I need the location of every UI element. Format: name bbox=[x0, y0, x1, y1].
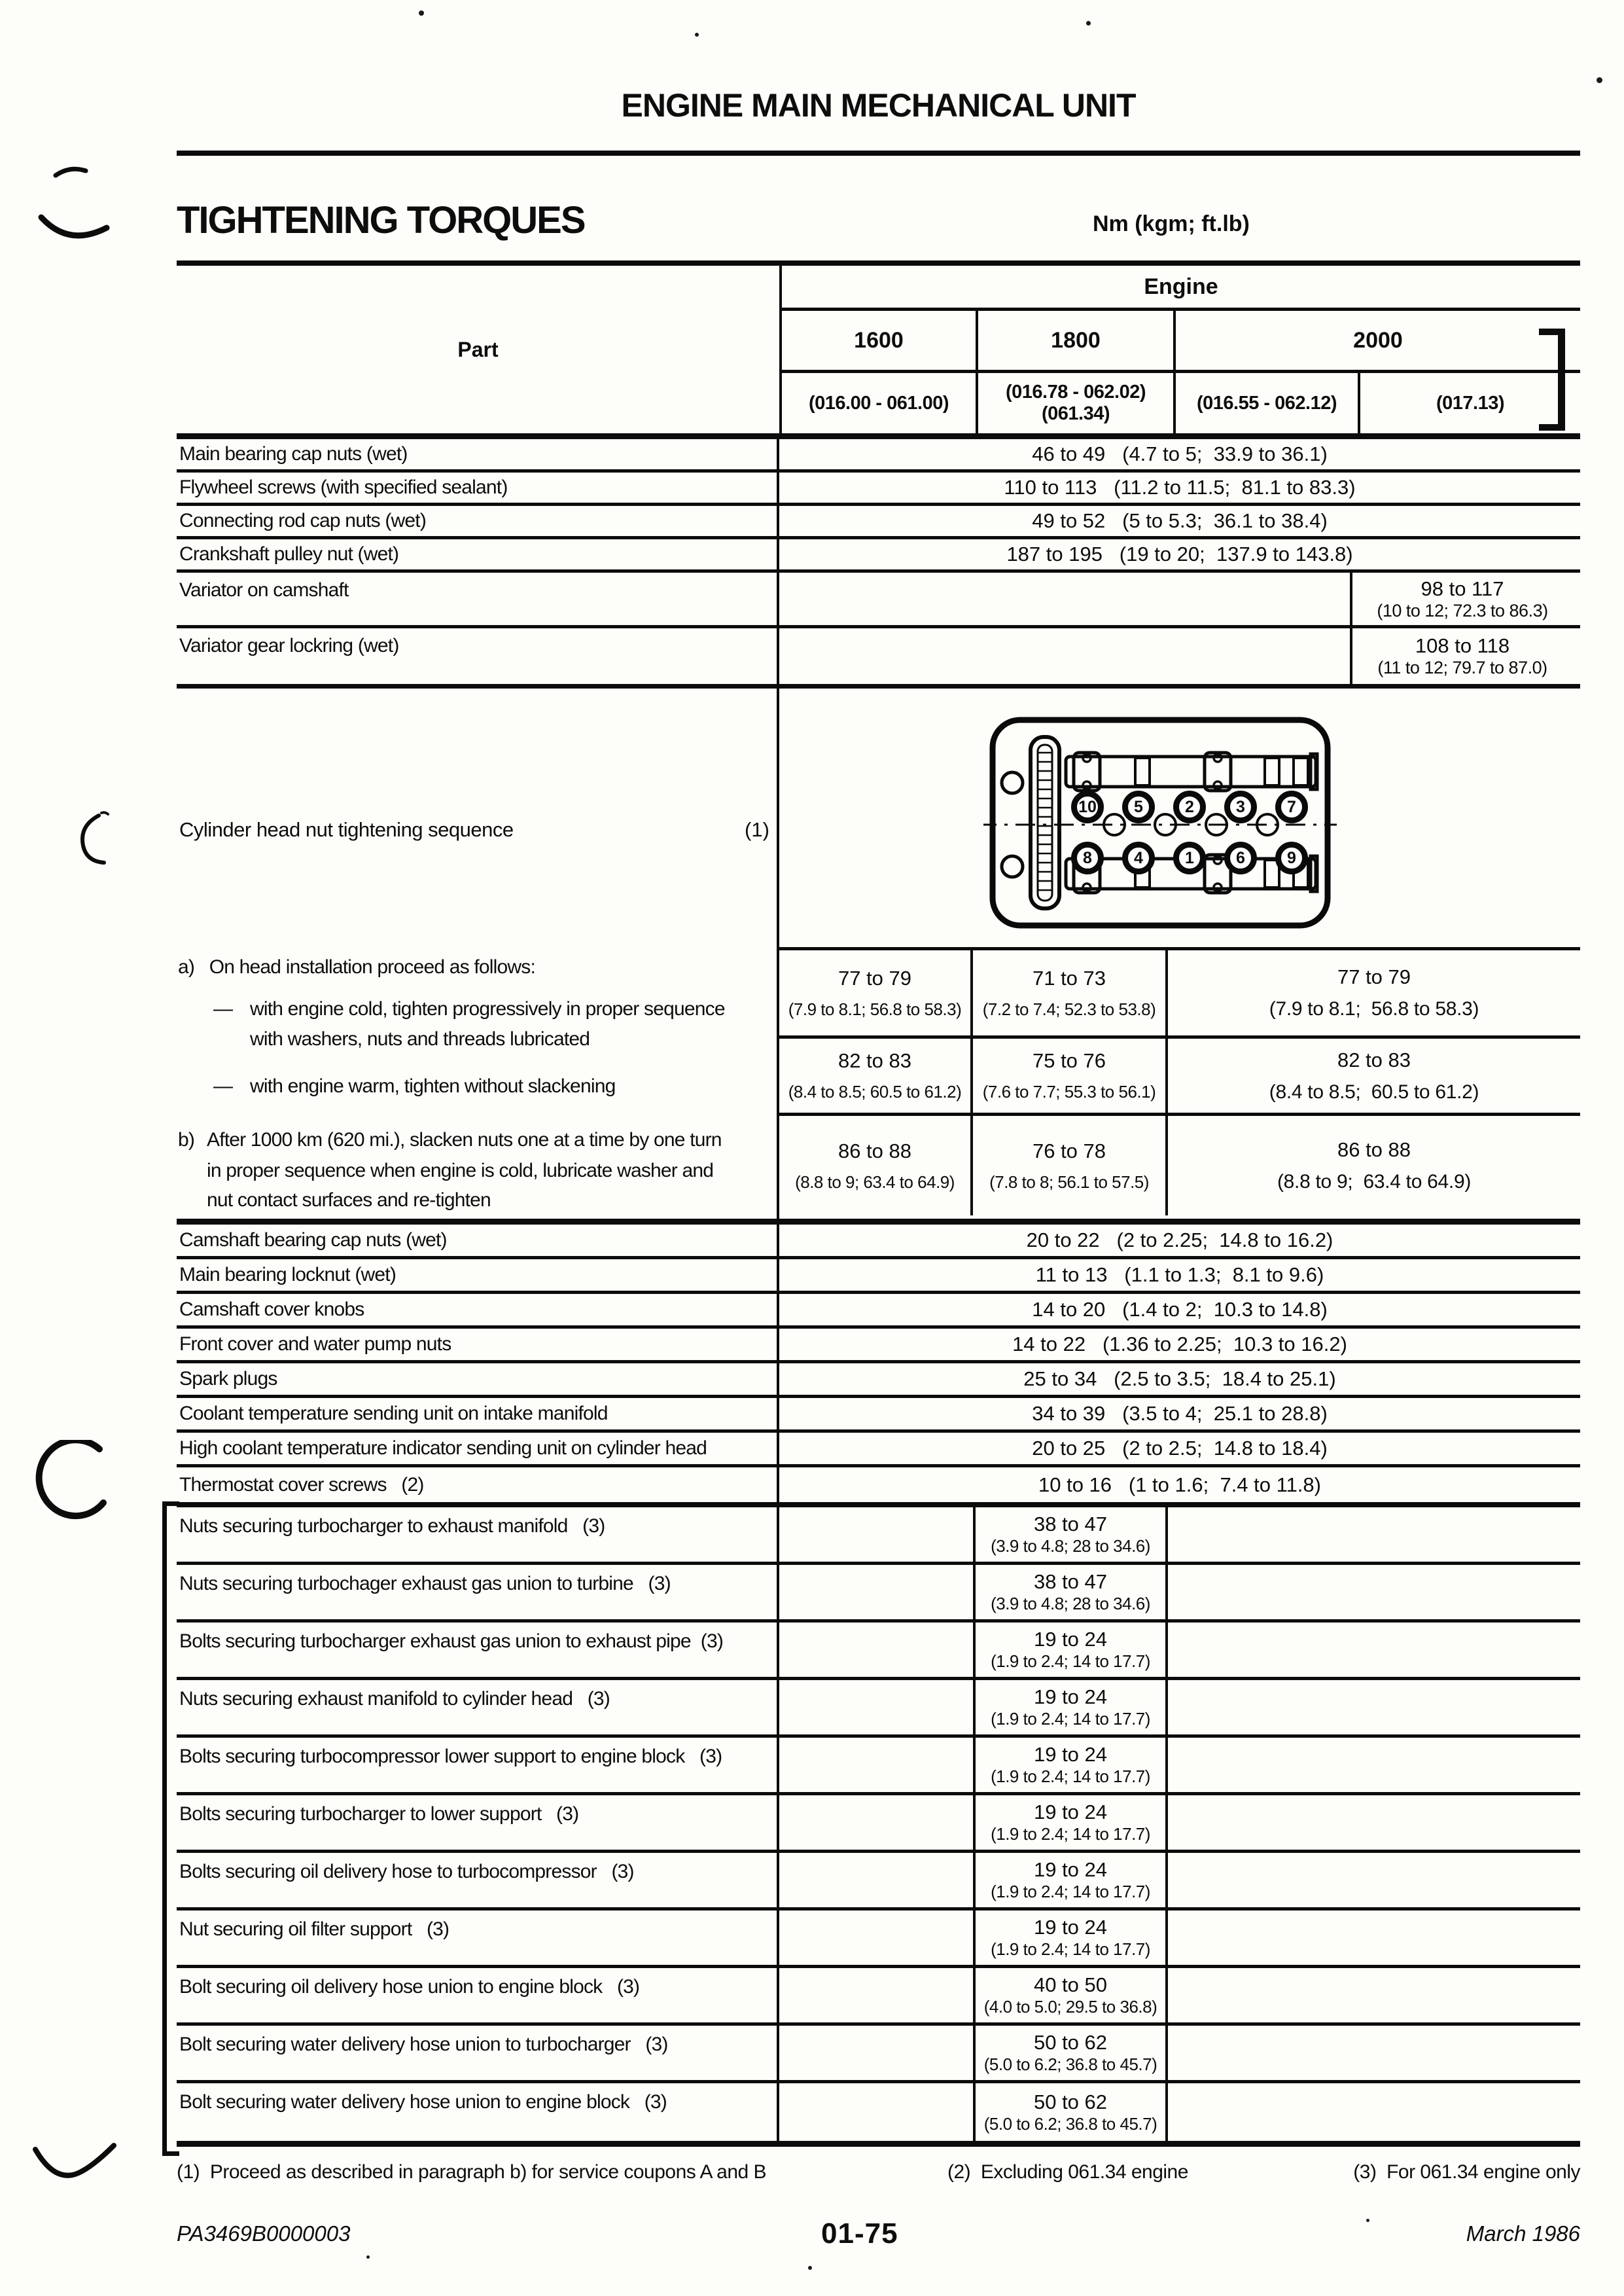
retighten-values-row bbox=[779, 1116, 1580, 1215]
empty-cell bbox=[779, 1507, 973, 1562]
value-cell-1600 bbox=[779, 950, 973, 1035]
engine-header: Engine bbox=[782, 266, 1580, 311]
torque-value-detail: (8.4 to 8.5; 60.5 to 61.2) bbox=[1269, 1081, 1479, 1103]
torque-value: 50 to 62 bbox=[1033, 2090, 1108, 2113]
table-row bbox=[177, 1467, 1580, 1502]
b-marker: b) bbox=[178, 1129, 195, 1151]
sequence-nut-number: 6 bbox=[1224, 842, 1257, 874]
head-install-a bbox=[178, 956, 535, 978]
engine-code-1800-line1: (016.78 - 062.02) bbox=[1006, 382, 1146, 403]
sequence-nut-number: 4 bbox=[1122, 842, 1155, 874]
cold-values-row bbox=[779, 947, 1580, 1039]
torque-value-cell bbox=[973, 1507, 1168, 1562]
page-footer bbox=[177, 2217, 1580, 2257]
page-number: 01-75 bbox=[821, 2217, 898, 2250]
section-rule bbox=[177, 1219, 1580, 1225]
torque-value-cell bbox=[973, 1910, 1168, 1965]
value-cell-1600 bbox=[779, 1039, 973, 1113]
cold-item-line2: with washers, nuts and threads lubricated bbox=[250, 1028, 590, 1050]
torque-value: 110 to 113 (11.2 to 11.5; 81.1 to 83.3) bbox=[1004, 476, 1356, 499]
empty-cell bbox=[779, 1853, 973, 1907]
torque-value: 49 to 52 (5 to 5.3; 36.1 to 38.4) bbox=[1032, 509, 1328, 532]
torque-value-detail: (8.8 to 9; 63.4 to 64.9) bbox=[1277, 1171, 1472, 1193]
table-row bbox=[177, 2083, 1580, 2141]
turbo-section-rule bbox=[177, 1502, 1580, 1507]
torque-value-cell bbox=[973, 2083, 1168, 2141]
torque-value: 187 to 195 (19 to 20; 137.9 to 143.8) bbox=[1006, 543, 1353, 565]
torque-value: 76 to 78 bbox=[1032, 1139, 1106, 1162]
part-label: Camshaft bearing cap nuts (wet) bbox=[177, 1225, 779, 1256]
sequence-numbers bbox=[983, 791, 1337, 895]
table-row bbox=[177, 1433, 1580, 1467]
empty-cell bbox=[779, 1680, 973, 1734]
torque-value-detail: (4.0 to 5.0; 29.5 to 36.8) bbox=[983, 1997, 1157, 2017]
table-row bbox=[177, 1853, 1580, 1910]
torque-value: 108 to 118 bbox=[1415, 634, 1510, 657]
empty-cell bbox=[779, 1565, 973, 1619]
engine-code-2000-right bbox=[1360, 373, 1580, 433]
value-cell-1800 bbox=[973, 1039, 1168, 1113]
torque-value: 38 to 47 bbox=[1033, 1570, 1108, 1593]
table-row bbox=[177, 1968, 1580, 2026]
torque-value-cell bbox=[973, 1968, 1168, 2022]
scan-speck bbox=[1597, 77, 1602, 83]
torque-value-detail: (8.4 to 8.5; 60.5 to 61.2) bbox=[788, 1082, 962, 1102]
torque-value: 19 to 24 bbox=[1033, 1628, 1108, 1651]
sequence-nut-number: 9 bbox=[1275, 842, 1308, 874]
table-row bbox=[177, 1398, 1580, 1433]
head-install-values bbox=[779, 947, 1580, 1219]
part-label: Bolts securing turbocharger to lower support (3) bbox=[177, 1795, 779, 1850]
part-label: Bolt securing water delivery hose union to turbocharger (3) bbox=[177, 2026, 779, 2080]
footnote-2: (2) Excluding 061.34 engine bbox=[947, 2161, 1188, 2183]
torque-value-detail: (1.9 to 2.4; 14 to 17.7) bbox=[991, 1651, 1150, 1671]
section-heading-row bbox=[177, 192, 1580, 246]
value-cell-2000 bbox=[1168, 1116, 1580, 1215]
cylinder-head-diagram bbox=[983, 715, 1337, 931]
value-cell-2000 bbox=[1168, 1039, 1580, 1113]
sequence-nut-number: 1 bbox=[1173, 842, 1206, 874]
engine-code-2000-right-text: (017.13) bbox=[1436, 392, 1504, 414]
part-label: Bolts securing turbocompressor lower support to engine block (3) bbox=[177, 1738, 779, 1792]
scan-speck bbox=[695, 33, 699, 37]
empty-cell bbox=[779, 2026, 973, 2080]
torque-value-detail: (1.9 to 2.4; 14 to 17.7) bbox=[991, 1709, 1150, 1729]
revision-date: March 1986 bbox=[1466, 2221, 1580, 2246]
part-label: Bolt securing oil delivery hose union to engine block (3) bbox=[177, 1968, 779, 2022]
cylinder-head-sequence-band bbox=[177, 689, 1580, 947]
torque-rows-middle bbox=[177, 1225, 1580, 1502]
table-row bbox=[177, 439, 1580, 473]
part-label: Main bearing locknut (wet) bbox=[177, 1259, 779, 1291]
torque-rows-top bbox=[177, 439, 1580, 573]
empty-cell bbox=[779, 1910, 973, 1965]
part-label: Front cover and water pump nuts bbox=[177, 1329, 779, 1360]
torque-value: 19 to 24 bbox=[1033, 1743, 1108, 1766]
sequence-nut-number: 5 bbox=[1122, 791, 1155, 823]
torque-value: 19 to 24 bbox=[1033, 1801, 1108, 1823]
warm-item: with engine warm, tighten without slackening bbox=[250, 1075, 616, 1097]
table-top-rule bbox=[177, 260, 1580, 266]
table-row bbox=[177, 1910, 1580, 1968]
sequence-nut-number: 10 bbox=[1071, 791, 1104, 823]
torque-value-detail: (1.9 to 2.4; 14 to 17.7) bbox=[991, 1882, 1150, 1901]
margin-scribble-mid2 bbox=[31, 1440, 120, 1535]
header-bottom-rule bbox=[177, 433, 1580, 439]
torque-value-detail: (7.6 to 7.7; 55.3 to 56.1) bbox=[982, 1082, 1156, 1102]
document-code: PA3469B0000003 bbox=[177, 2221, 351, 2246]
a-marker: a) bbox=[178, 956, 195, 978]
torque-value-cell bbox=[973, 1738, 1168, 1792]
table-row bbox=[177, 1259, 1580, 1294]
torque-value-detail: (5.0 to 6.2; 36.8 to 45.7) bbox=[983, 2054, 1157, 2074]
torque-value: 50 to 62 bbox=[1033, 2031, 1108, 2054]
torque-value: 77 to 79 bbox=[838, 966, 912, 990]
table-row bbox=[177, 628, 1580, 689]
warm-values-row bbox=[779, 1039, 1580, 1116]
engine-code-2000-left bbox=[1176, 373, 1360, 433]
engine-code-1800 bbox=[978, 373, 1176, 433]
torque-value: 11 to 13 (1.1 to 1.3; 8.1 to 9.6) bbox=[1035, 1263, 1324, 1286]
part-label: Nuts securing turbochager exhaust gas union to turbine (3) bbox=[177, 1565, 779, 1619]
torque-value: 20 to 22 (2 to 2.25; 14.8 to 16.2) bbox=[1026, 1229, 1333, 1251]
torque-value: 19 to 24 bbox=[1033, 1858, 1108, 1881]
engine-model-row bbox=[782, 311, 1580, 373]
torque-value-detail: (5.0 to 6.2; 36.8 to 45.7) bbox=[983, 2113, 1157, 2134]
head-install-band bbox=[177, 947, 1580, 1219]
torque-value-cell bbox=[973, 1565, 1168, 1619]
torque-value: 14 to 20 (1.4 to 2; 10.3 to 14.8) bbox=[1032, 1298, 1328, 1321]
sequence-top-row bbox=[983, 791, 1337, 822]
part-label: Connecting rod cap nuts (wet) bbox=[177, 506, 779, 536]
table-row bbox=[177, 1565, 1580, 1623]
empty-cell bbox=[779, 1738, 973, 1792]
torque-value-detail: (7.9 to 8.1; 56.8 to 58.3) bbox=[788, 999, 962, 1019]
part-label: Thermostat cover screws (2) bbox=[177, 1467, 779, 1502]
sequence-label-cell bbox=[177, 689, 779, 947]
torque-value-detail: (7.9 to 8.1; 56.8 to 58.3) bbox=[1269, 998, 1479, 1020]
margin-scribble-bottom bbox=[31, 2139, 120, 2195]
cold-item-line1: with engine cold, tighten progressively in proper sequence bbox=[250, 998, 725, 1020]
column-header-1600: 1600 bbox=[782, 311, 978, 370]
engine-code-1600 bbox=[782, 373, 978, 433]
value-cell-1800 bbox=[973, 1116, 1168, 1215]
part-label: Flywheel screws (with specified sealant) bbox=[177, 473, 779, 503]
sequence-label: Cylinder head nut tightening sequence bbox=[179, 818, 514, 841]
part-label: Bolts securing oil delivery hose to turbocompressor (3) bbox=[177, 1853, 779, 1907]
torque-value: 20 to 25 (2 to 2.5; 14.8 to 18.4) bbox=[1032, 1437, 1328, 1460]
torque-value: 14 to 22 (1.36 to 2.25; 10.3 to 16.2) bbox=[1012, 1333, 1347, 1355]
torque-value: 46 to 49 (4.7 to 5; 33.9 to 36.1) bbox=[1032, 442, 1328, 465]
torque-value: 75 to 76 bbox=[1032, 1049, 1106, 1072]
column-header-2000: 2000 bbox=[1353, 327, 1403, 353]
torque-value-cell bbox=[1350, 573, 1572, 625]
torque-value: 38 to 47 bbox=[1033, 1513, 1108, 1535]
table-row bbox=[177, 1363, 1580, 1398]
part-label: High coolant temperature indicator sending unit on cylinder head bbox=[177, 1433, 779, 1464]
sequence-nut-number: 7 bbox=[1275, 791, 1308, 823]
torque-value-cell bbox=[1350, 628, 1572, 684]
torque-value: 77 to 79 bbox=[1337, 965, 1411, 988]
table-header bbox=[177, 266, 1580, 433]
torque-value-detail: (1.9 to 2.4; 14 to 17.7) bbox=[991, 1767, 1150, 1786]
b-line3: nut contact surfaces and re-tighten bbox=[207, 1189, 491, 1211]
part-label: Nuts securing exhaust manifold to cylinder head (3) bbox=[177, 1680, 779, 1734]
sequence-nut-number: 2 bbox=[1173, 791, 1206, 823]
empty-cell bbox=[779, 1968, 973, 2022]
footnote-1: (1) Proceed as described in paragraph b) for service coupons A and B bbox=[177, 2161, 767, 2183]
part-label: Crankshaft pulley nut (wet) bbox=[177, 539, 779, 569]
table-row bbox=[177, 1738, 1580, 1795]
table-bottom-rule bbox=[177, 2141, 1580, 2147]
torque-value-detail: (1.9 to 2.4; 14 to 17.7) bbox=[991, 1939, 1150, 1959]
margin-scribble-top bbox=[36, 157, 115, 245]
torque-value: 10 to 16 (1 to 1.6; 7.4 to 11.8) bbox=[1038, 1473, 1321, 1496]
torque-value-cell bbox=[973, 1853, 1168, 1907]
part-label: Camshaft cover knobs bbox=[177, 1294, 779, 1325]
part-label: Coolant temperature sending unit on intake manifold bbox=[177, 1398, 779, 1429]
torque-value-detail: (10 to 12; 72.3 to 86.3) bbox=[1377, 600, 1548, 620]
torque-value-cell bbox=[973, 1680, 1168, 1734]
scan-speck bbox=[1086, 21, 1091, 26]
table-row bbox=[177, 1294, 1580, 1329]
torque-value-detail: (7.8 to 8; 56.1 to 57.5) bbox=[989, 1172, 1149, 1192]
torque-value-detail: (3.9 to 4.8; 28 to 34.6) bbox=[991, 1536, 1150, 1556]
sequence-nut-number: 8 bbox=[1071, 842, 1104, 874]
empty-cell bbox=[779, 1623, 973, 1677]
empty-cell bbox=[779, 573, 1350, 625]
a-intro: On head installation proceed as follows: bbox=[209, 956, 536, 978]
column-header-1800: 1800 bbox=[978, 311, 1176, 370]
margin-scribble-mid1 bbox=[62, 810, 121, 872]
sequence-diagram-cell bbox=[779, 689, 1580, 947]
torque-value-cell bbox=[973, 2026, 1168, 2080]
engine-code-1800-line2: (061.34) bbox=[1041, 403, 1110, 424]
empty-cell bbox=[779, 628, 1350, 684]
part-column-header: Part bbox=[177, 266, 782, 433]
part-label: Nuts securing turbocharger to exhaust manifold (3) bbox=[177, 1507, 779, 1562]
part-label: Spark plugs bbox=[177, 1363, 779, 1395]
value-cell-1800 bbox=[973, 950, 1168, 1035]
torque-value-detail: (8.8 to 9; 63.4 to 64.9) bbox=[795, 1172, 955, 1192]
torque-table bbox=[177, 260, 1580, 2190]
scan-speck bbox=[419, 10, 424, 16]
table-row bbox=[177, 573, 1580, 628]
torque-value: 40 to 50 bbox=[1033, 1973, 1108, 1996]
part-label: Variator gear lockring (wet) bbox=[177, 628, 779, 684]
engine-code-1600-text: (016.00 - 061.00) bbox=[809, 392, 949, 414]
torque-value-cell bbox=[973, 1795, 1168, 1850]
engine-code-2000-left-text: (016.55 - 062.12) bbox=[1197, 392, 1337, 414]
torque-value: 82 to 83 bbox=[1337, 1048, 1411, 1071]
table-row bbox=[177, 1225, 1580, 1259]
sequence-footnote-ref: (1) bbox=[745, 818, 769, 841]
torque-value-detail: (11 to 12; 79.7 to 87.0) bbox=[1377, 658, 1547, 677]
value-cell-2000 bbox=[1168, 950, 1580, 1035]
torque-value-detail: (1.9 to 2.4; 14 to 17.7) bbox=[991, 1824, 1150, 1844]
table-row bbox=[177, 1795, 1580, 1853]
footnotes-row bbox=[177, 2161, 1580, 2190]
table-row bbox=[177, 539, 1580, 573]
dash-icon: — bbox=[213, 1075, 233, 1097]
torque-value: 25 to 34 (2.5 to 3.5; 18.4 to 25.1) bbox=[1023, 1367, 1336, 1390]
dash-icon: — bbox=[213, 998, 233, 1020]
torque-rows-variator bbox=[177, 573, 1580, 689]
page-title: ENGINE MAIN MECHANICAL UNIT bbox=[621, 87, 1136, 124]
table-row bbox=[177, 1680, 1580, 1738]
empty-cell bbox=[779, 1795, 973, 1850]
section-title: TIGHTENING TORQUES bbox=[177, 199, 585, 242]
sequence-bottom-row bbox=[983, 842, 1337, 873]
torque-value: 86 to 88 bbox=[838, 1139, 912, 1162]
table-row bbox=[177, 1329, 1580, 1363]
part-label: Main bearing cap nuts (wet) bbox=[177, 439, 779, 469]
table-row bbox=[177, 473, 1580, 506]
torque-value: 98 to 117 bbox=[1421, 577, 1504, 600]
part-label: Bolt securing water delivery hose union to engine block (3) bbox=[177, 2083, 779, 2141]
scan-speck bbox=[808, 2266, 812, 2270]
torque-value: 19 to 24 bbox=[1033, 1685, 1108, 1708]
torque-value-detail: (3.9 to 4.8; 28 to 34.6) bbox=[991, 1594, 1150, 1613]
torque-rows-turbo bbox=[177, 1507, 1580, 2141]
engine-code-row bbox=[782, 373, 1580, 433]
table-row bbox=[177, 1507, 1580, 1565]
torque-value: 34 to 39 (3.5 to 4; 25.1 to 28.8) bbox=[1032, 1402, 1328, 1425]
table-row bbox=[177, 1623, 1580, 1680]
torque-value: 19 to 24 bbox=[1033, 1916, 1108, 1939]
footnote-3: (3) For 061.34 engine only bbox=[1353, 2161, 1580, 2183]
table-row bbox=[177, 2026, 1580, 2083]
torque-value-detail: (7.2 to 7.4; 52.3 to 53.8) bbox=[982, 999, 1156, 1019]
part-label: Bolts securing turbocharger exhaust gas union to exhaust pipe (3) bbox=[177, 1623, 779, 1677]
torque-value: 86 to 88 bbox=[1337, 1138, 1411, 1161]
title-rule bbox=[177, 151, 1580, 156]
units-label: Nm (kgm; ft.lb) bbox=[1093, 211, 1250, 236]
head-install-text bbox=[177, 947, 779, 1219]
b-line2: in proper sequence when engine is cold, lubricate washer and bbox=[207, 1160, 714, 1181]
torque-value: 82 to 83 bbox=[838, 1049, 912, 1072]
part-label: Variator on camshaft bbox=[177, 573, 779, 625]
sequence-nut-number: 3 bbox=[1224, 791, 1257, 823]
torque-value: 71 to 73 bbox=[1032, 966, 1106, 990]
empty-cell bbox=[779, 2083, 973, 2141]
table-row bbox=[177, 506, 1580, 539]
b-line1: After 1000 km (620 mi.), slacken nuts one at a time by one turn bbox=[207, 1129, 722, 1151]
part-label: Nut securing oil filter support (3) bbox=[177, 1910, 779, 1965]
value-cell-1600 bbox=[779, 1116, 973, 1215]
torque-value-cell bbox=[973, 1623, 1168, 1677]
engine-columns-header bbox=[782, 266, 1580, 433]
